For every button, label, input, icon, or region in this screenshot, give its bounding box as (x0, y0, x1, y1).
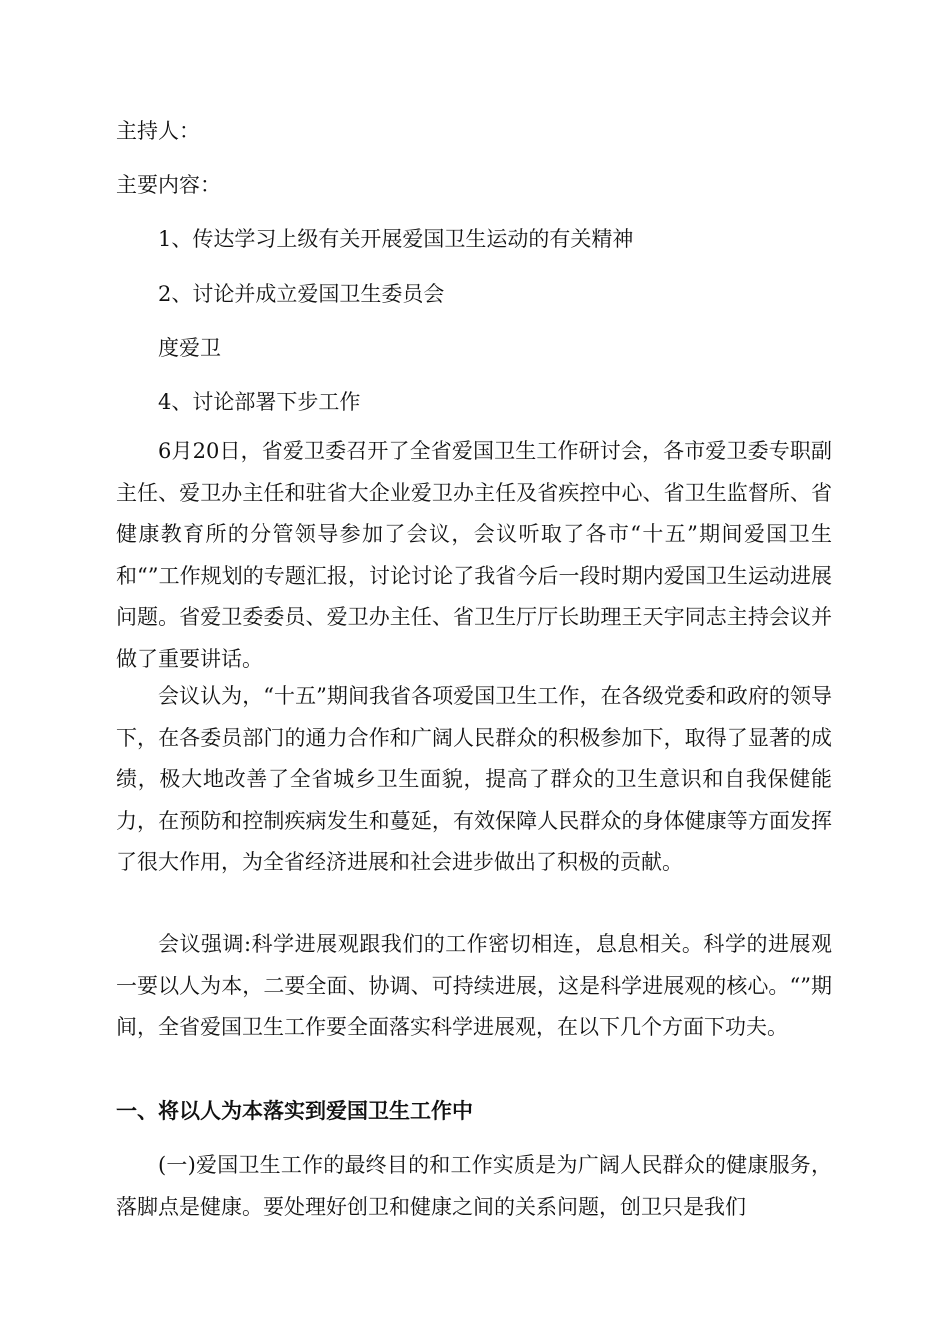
paragraph-meeting-summary: 6月20日，省爱卫委召开了全省爱国卫生工作研讨会，各市爱卫委专职副主任、爱卫办主任和驻省大企业爱卫办主任及省疾控中心、省卫生监督所、省健康教育所的分管领导参加了会议，会议听取了各市“十五”期间爱国卫生和“”工作规划的专题汇报，讨论讨论了我省今后一段时期内爱国卫生运动进展问题。省爱卫委委员、爱卫办主任、省卫生厅厅长助理王天宇同志主持会议并做了重要讲话。 (116, 439, 832, 671)
section-heading: 一、将以人为本落实到爱国卫生工作中 (116, 1098, 473, 1123)
paragraph-meeting-assessment: 会议认为，“十五”期间我省各项爱国卫生工作，在各级党委和政府的领导下，在各委员部门的通力合作和广阔人民群众的积极参加下，取得了显著的成绩，极大地改善了全省城乡卫生面貌，提高了群众的卫生意识和自我保健能力，在预防和控制疾病发生和蔓延，有效保障人民群众的身体健康等方面发挥了很大作用，为全省经济进展和社会进步做出了积极的贡献。 (116, 684, 832, 875)
agenda-item-2: 2、讨论并成立爱国卫生委员会 (158, 282, 445, 306)
agenda-item-4: 4、讨论部署下步工作 (158, 390, 361, 414)
content-label: 主要内容： (116, 173, 221, 197)
agenda-item-3: 度爱卫 (158, 336, 221, 360)
host-label: 主持人： (116, 119, 200, 143)
section-paragraph: (一)爱国卫生工作的最终目的和工作实质是为广阔人民群众的健康服务，落脚点是健康。要处理好创卫和健康之间的关系问题，创卫只是我们 (116, 1153, 832, 1219)
paragraph-meeting-emphasis: 会议强调:科学进展观跟我们的工作密切相连，息息相关。科学的进展观一要以人为本，二要全面、协调、可持续进展，这是科学进展观的核心。“”期间，全省爱国卫生工作要全面落实科学进展观，在以下几个方面下功夫。 (116, 932, 832, 1040)
agenda-item-1: 1、传达学习上级有关开展爱国卫生运动的有关精神 (158, 227, 634, 251)
